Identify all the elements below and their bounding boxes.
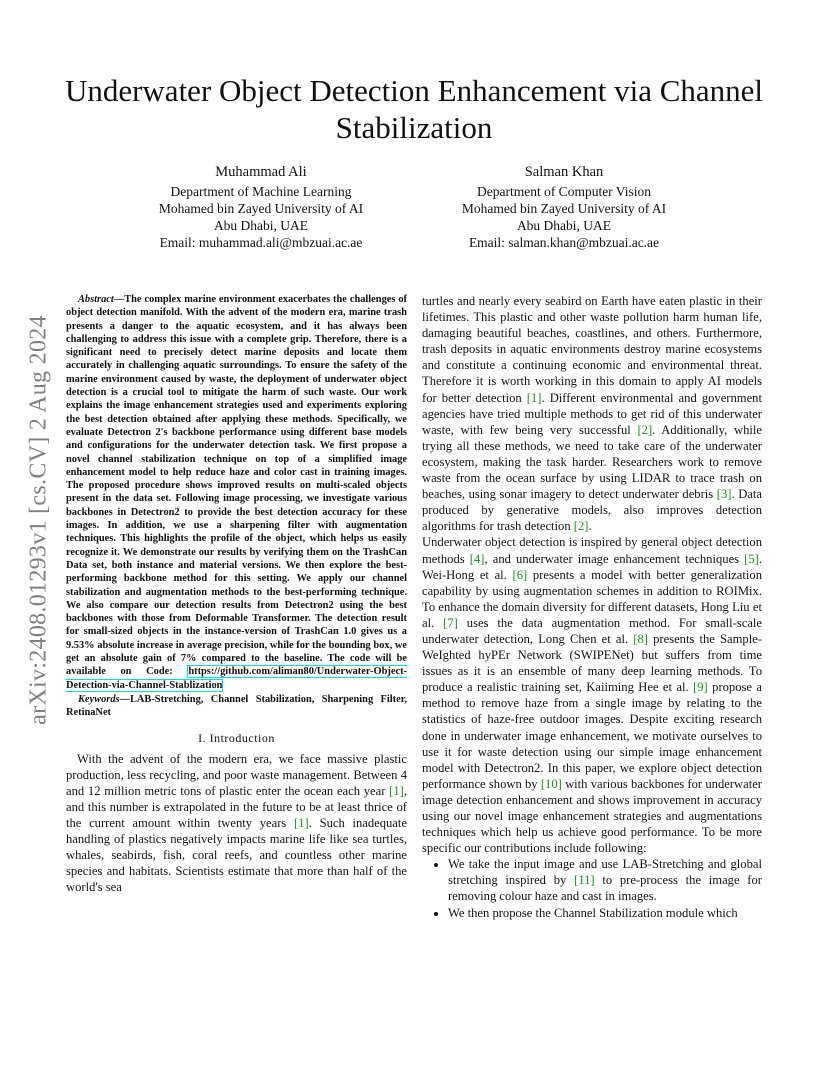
text-run: , and this number is extrapolated in the future to be at least thrice of the current amount within twenty years (66, 783, 407, 830)
text-run: We take the input image and use LAB-Stretching and global stretching inspired by (448, 857, 762, 888)
text-run: presents a model with better generalization capability by using augmentation schemes in addition to ROIMix. To enhance the domain diversity for different datasets, Hong Liu et al. (422, 567, 762, 630)
citation-link[interactable]: [6] (512, 567, 528, 582)
contributions-list (422, 856, 762, 920)
citation-link[interactable]: [2] (573, 519, 589, 534)
author-email: Email: salman.khan@mbzuai.ac.ae (468, 235, 660, 250)
text-run: to pre-process the image for removing colour haze and cast in images. (448, 873, 762, 904)
citation-link[interactable]: [1] (389, 783, 404, 798)
keywords-text: —LAB-Stretching, Channel Stabilization, Sharpening Filter, RetinaNet (66, 693, 407, 719)
citation-link[interactable]: [7] (443, 615, 458, 630)
arxiv-id: arXiv:2408.01293v1 [cs.CV] 2 Aug 2024 (25, 315, 52, 725)
author-dept: Department of Machine Learning (170, 184, 352, 199)
abstract-lead: Abstract (78, 294, 114, 305)
citation-link[interactable]: [4] (469, 551, 485, 566)
citation-link[interactable]: [2] (637, 422, 653, 437)
left-column (66, 293, 407, 895)
text-run: With the advent of the modern era, we face massive plastic production, less recycling, and poor waste management. Between 4 and 12 million metric tons of plastic enter the ocean each year (66, 751, 407, 798)
text-run: . Wei-Hong et al. (422, 551, 763, 582)
author-name: Salman Khan (524, 164, 604, 180)
text-run: . Such inadequate handling of plastics negatively impacts marine life like sea turtles, whales, seabirds, fish, coral reefs, and countless other marine species and habitats. Scientists estimate that more than half of the world's sea (66, 815, 407, 895)
code-link[interactable]: https://github.com/aliman80/Underwater-Object-Detection-via-Channel-Stablization (66, 666, 407, 691)
author-city: Abu Dhabi, UAE (516, 218, 612, 233)
text-run: . Data produced by generative models, also improves detection algorithms for trash detection (422, 487, 762, 534)
author-email: Email: muhammad.ali@mbzuai.ac.ae (159, 235, 363, 250)
citation-link[interactable]: [1] (294, 815, 309, 830)
abstract (66, 293, 407, 692)
text-run: , and underwater image enhancement techniques (484, 551, 745, 566)
citation-link[interactable]: [9] (693, 680, 708, 695)
author-university: Mohamed bin Zayed University of AI (158, 201, 364, 216)
right-column (422, 293, 762, 921)
text-run: presents the Sample-WeIghted hyPEr Network (SWIPENet) but suffers from time issues as it is an ensemble of many deep learning methods. To produce a realistic training set, Kaiiming Hee et al. (422, 631, 762, 695)
text-run: . (588, 519, 592, 534)
author-name: Muhammad Ali (215, 164, 307, 180)
list-item: • We then propose the Channel Stabilization module which (448, 905, 762, 921)
citation-link[interactable]: [8] (633, 631, 648, 646)
text-run: . Different environmental and government agencies have tried multiple methods to get rid of this underwater waste, with few being very successful (422, 390, 762, 437)
text-run: Underwater object detection is inspired by general object detection methods (422, 535, 762, 566)
author-block-1 (106, 164, 416, 251)
paper-title: Underwater Object Detection Enhancement via Channel Stabilization (64, 73, 764, 145)
author-block-2 (409, 164, 719, 251)
text-run: propose a method to remove haze from a single image by relating to the statistics of haze-free outdoor images. Despite exciting research done in underwater image enhancement, we motivate ourselves to use it for waste detection using our simple image enhancement model with Detectron2. In this paper, we explore object detection performance shown by (422, 680, 763, 791)
keywords (66, 693, 407, 720)
citation-link[interactable]: [10] (540, 776, 562, 791)
author-dept: Department of Computer Vision (476, 184, 652, 199)
citation-link[interactable]: [11] (574, 873, 595, 888)
citation-link[interactable]: [1] (526, 390, 542, 405)
text-run: with various backbones for underwater image detection enhancement and shows improvement in accuracy using our novel image enhancement strategies and augmentations techniques which help us achieve good performance. To be more specific our contributions include following: (422, 776, 762, 856)
text-run: . Additionally, while trying all these methods, we need to take care of the underwater ecosystem, making the task harder. Researchers work to remove waste from the ocean surface by using LIDAR to trace trash on beaches, using sonar imagery to detect underwater debris (422, 422, 762, 502)
list-item (448, 856, 762, 904)
author-university: Mohamed bin Zayed University of AI (461, 201, 667, 216)
text-run: turtles and nearly every seabird on Earth have eaten plastic in their lifetimes. This plastic and other waste pollution harm human life, damaging beautiful beaches, coastlines, and others. Furthermore, trash deposits in aquatic environments destroy marine ecosystems and constitute a continuing economic and environmental threat. Therefore it is worth working in this domain to apply AI models for better detection (422, 294, 762, 405)
section-heading: I. Introduction (198, 730, 275, 745)
related-work-paragraph (422, 534, 762, 856)
keywords-lead: Keywords (78, 693, 120, 705)
author-city: Abu Dhabi, UAE (213, 218, 309, 233)
intro-paragraph-continued (422, 293, 762, 534)
citation-link[interactable]: [5] (744, 551, 759, 566)
text-run: uses the data augmentation method. For small-scale underwater detection, Long Chen et al. (422, 615, 763, 646)
citation-link[interactable]: [3] (716, 487, 732, 502)
arxiv-stamp (26, 285, 52, 755)
abstract-text: —The complex marine environment exacerbates the challenges of object detection manifold. With the advent of the modern era, marine trash presents a danger to the aquatic ecosystem, and it has always been challenging to address this issue with a complete grip. Therefore, there is a significant need to precisely detect marine deposits and locate them accurately in challenging aquatic surroundings. To ensure the safety of the marine environment caused by waste, the deployment of underwater object detection is a crucial tool to mitigate the harm of such waste. Our work explains the image enhancement strategies used and experiments exploring the best detection obtained after applying these methods. Specifically, we evaluate Detectron 2's backbone performance using different base models and configurations for the underwater detection task. We first propose a novel channel stabilization technique on top of a simplified image enhancement model to help reduce haze and color cast in training images. The proposed procedure shows improved results on multi-scaled objects present in the data set. Following image processing, we investigate various backbones in Detectron2 to provide the best detection accuracy for these images. In addition, we use a sharpening filter with augmentation techniques. This highlights the profile of the object, which helps us easily recognize it. We demonstrate our results by verifying them on the TrashCan Data set, both instance and material versions. We then explore the best-performing backbone method for this setting. We apply our channel stabilization and augmentation methods to the best-performing technique. We also compare our detection results from Detectron2 using the best backbones with those from Deformable Transformer. The detection result for small-sized objects in the instance-version of TrashCan 1.0 gives us a 9.53% absolute increase in average precision, while for the bounding box, we get an absolute gain of 7% compared to the baseline. The code will be available on Code: (66, 294, 407, 678)
intro-paragraph (66, 751, 407, 896)
